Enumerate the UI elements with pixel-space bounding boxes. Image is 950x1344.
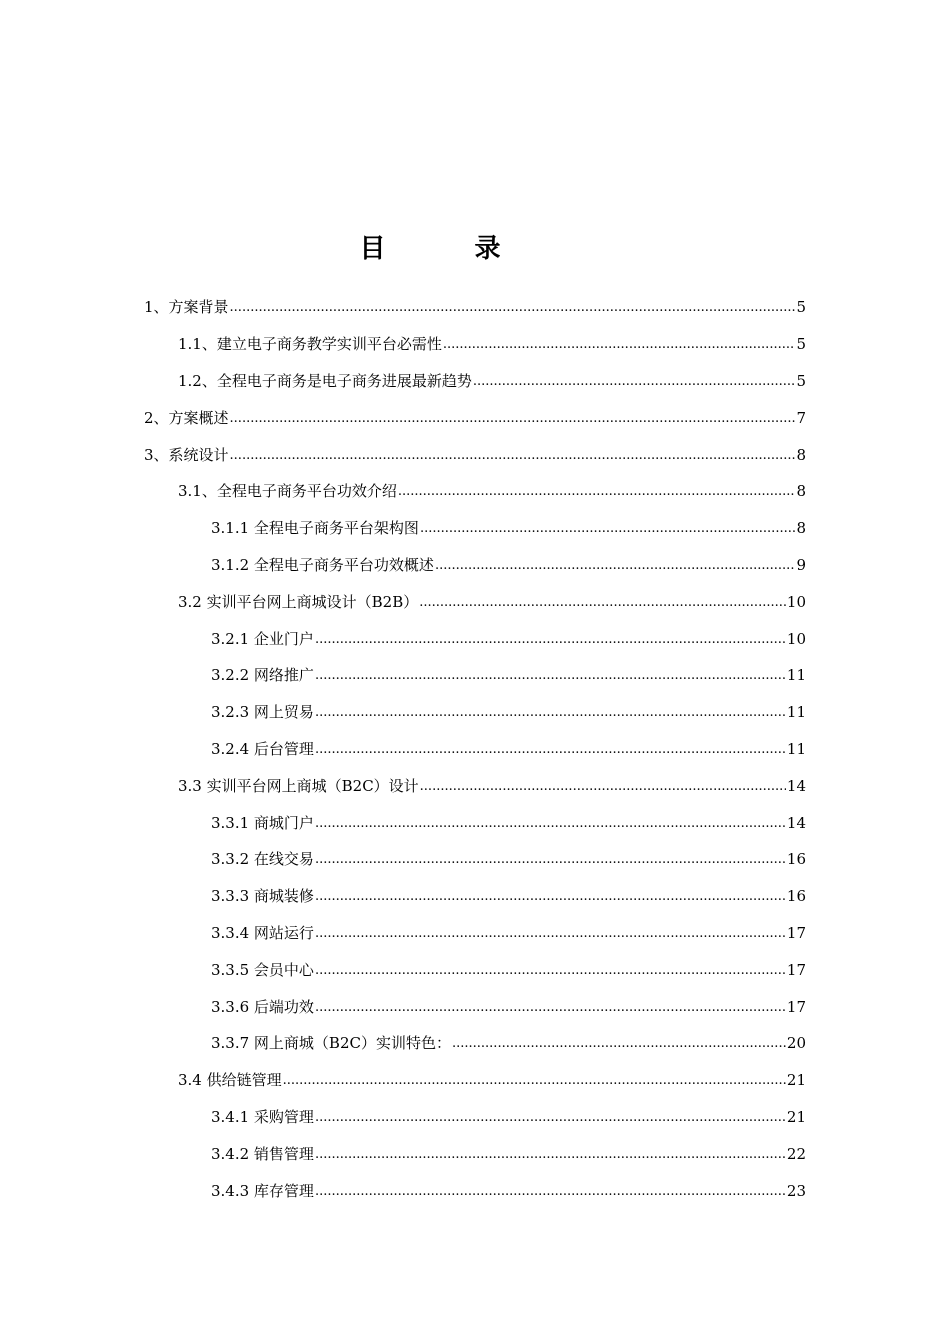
toc-entry[interactable] xyxy=(0,841,950,878)
toc-entry[interactable] xyxy=(0,547,950,584)
toc-entry-text: 3.2 实训平台网上商城设计（B2B） xyxy=(178,592,419,611)
toc-leader-dots xyxy=(452,1035,786,1053)
toc-entry-text: 1.2、全程电子商务是电子商务进展最新趋势 xyxy=(178,371,472,390)
toc-entry-page: 8 xyxy=(796,482,806,501)
toc-leader-dots xyxy=(315,704,786,722)
toc-entry[interactable] xyxy=(0,915,950,952)
toc-entry-page: 17 xyxy=(786,997,806,1016)
toc-entry[interactable] xyxy=(0,473,950,510)
toc-leader-dots xyxy=(230,447,796,465)
toc-entry[interactable] xyxy=(0,289,950,326)
toc-entry[interactable] xyxy=(0,694,950,731)
toc-entry-text: 3.4 供给链管理 xyxy=(178,1071,282,1090)
toc-entry[interactable] xyxy=(0,804,950,841)
toc-entry-text: 3.3.4 网站运行 xyxy=(211,923,314,942)
toc-entry-text: 1、方案背景 xyxy=(144,298,229,317)
toc-leader-dots xyxy=(315,925,786,943)
toc-leader-dots xyxy=(315,851,786,869)
toc-leader-dots xyxy=(315,962,786,980)
toc-entry[interactable] xyxy=(0,363,950,400)
toc-entry[interactable] xyxy=(0,988,950,1025)
toc-entry[interactable] xyxy=(0,1172,950,1209)
toc-entry-text: 3.2.3 网上贸易 xyxy=(211,703,314,722)
toc-entry-page: 11 xyxy=(786,666,806,685)
toc-entry-page: 8 xyxy=(796,445,806,464)
toc-entry-text: 1.1、建立电子商务教学实训平台必需性 xyxy=(178,335,442,354)
toc-leader-dots xyxy=(315,1146,786,1164)
toc-entry[interactable] xyxy=(0,436,950,473)
toc-entry[interactable] xyxy=(0,399,950,436)
toc-entry-page: 11 xyxy=(786,703,806,722)
toc-entry-page: 16 xyxy=(786,850,806,869)
toc-entry[interactable] xyxy=(0,731,950,768)
toc-leader-dots xyxy=(230,299,796,317)
toc-entry-text: 3.1.1 全程电子商务平台架构图 xyxy=(211,519,419,538)
toc-title: 目 录 xyxy=(359,234,541,264)
toc-list xyxy=(0,289,950,1209)
toc-entry-page: 10 xyxy=(786,592,806,611)
toc-entry-page: 21 xyxy=(786,1107,806,1126)
toc-entry-text: 3.1.2 全程电子商务平台功效概述 xyxy=(211,555,434,574)
toc-entry-page: 10 xyxy=(786,629,806,648)
toc-entry-page: 22 xyxy=(786,1144,806,1163)
toc-entry-text: 3.3.3 商城装修 xyxy=(211,887,314,906)
toc-entry-text: 3.4.2 销售管理 xyxy=(211,1144,314,1163)
toc-entry-text: 3.3 实训平台网上商城（B2C）设计 xyxy=(178,776,419,795)
toc-leader-dots xyxy=(420,520,796,538)
toc-entry-text: 3.3.5 会员中心 xyxy=(211,960,314,979)
toc-entry-text: 3.3.6 后端功效 xyxy=(211,997,314,1016)
toc-entry-text: 3.1、全程电子商务平台功效介绍 xyxy=(178,482,397,501)
toc-entry-text: 3.2.1 企业门户 xyxy=(211,629,314,648)
toc-entry[interactable] xyxy=(0,1025,950,1062)
toc-entry[interactable] xyxy=(0,1062,950,1099)
toc-entry-page: 23 xyxy=(786,1181,806,1200)
toc-entry[interactable] xyxy=(0,326,950,363)
toc-entry-page: 20 xyxy=(786,1034,806,1053)
toc-leader-dots xyxy=(473,373,796,391)
toc-entry[interactable] xyxy=(0,583,950,620)
toc-leader-dots xyxy=(315,667,786,685)
toc-entry-page: 11 xyxy=(786,739,806,758)
toc-entry[interactable] xyxy=(0,620,950,657)
toc-leader-dots xyxy=(435,557,796,575)
toc-entry-text: 3.4.3 库存管理 xyxy=(211,1181,314,1200)
toc-entry[interactable] xyxy=(0,767,950,804)
toc-leader-dots xyxy=(315,1183,786,1201)
toc-entry[interactable] xyxy=(0,951,950,988)
toc-leader-dots xyxy=(315,741,786,759)
toc-entry[interactable] xyxy=(0,1135,950,1172)
toc-entry-text: 3.3.7 网上商城（B2C）实训特色： xyxy=(211,1034,451,1053)
toc-entry-page: 5 xyxy=(796,371,806,390)
toc-entry[interactable] xyxy=(0,657,950,694)
toc-entry-text: 3.4.1 采购管理 xyxy=(211,1107,314,1126)
toc-leader-dots xyxy=(283,1072,786,1090)
toc-entry-page: 9 xyxy=(796,555,806,574)
toc-entry-text: 3、系统设计 xyxy=(144,445,229,464)
toc-entry-page: 21 xyxy=(786,1071,806,1090)
toc-entry-page: 14 xyxy=(786,776,806,795)
toc-entry-text: 3.2.4 后台管理 xyxy=(211,739,314,758)
toc-leader-dots xyxy=(230,410,796,428)
toc-entry-page: 5 xyxy=(796,298,806,317)
toc-entry[interactable] xyxy=(0,878,950,915)
toc-leader-dots xyxy=(315,1109,786,1127)
toc-leader-dots xyxy=(443,336,796,354)
toc-entry-page: 17 xyxy=(786,960,806,979)
toc-entry[interactable] xyxy=(0,510,950,547)
toc-leader-dots xyxy=(419,594,786,612)
toc-entry-page: 17 xyxy=(786,923,806,942)
toc-leader-dots xyxy=(315,999,786,1017)
toc-entry-page: 5 xyxy=(796,335,806,354)
toc-entry-text: 3.3.2 在线交易 xyxy=(211,850,314,869)
toc-entry-page: 8 xyxy=(796,519,806,538)
toc-leader-dots xyxy=(315,888,786,906)
toc-entry-page: 16 xyxy=(786,887,806,906)
toc-entry-text: 2、方案概述 xyxy=(144,408,229,427)
toc-leader-dots xyxy=(420,778,786,796)
toc-leader-dots xyxy=(315,631,786,649)
toc-entry-text: 3.2.2 网络推广 xyxy=(211,666,314,685)
toc-entry[interactable] xyxy=(0,1099,950,1136)
toc-entry-page: 7 xyxy=(796,408,806,427)
toc-entry-text: 3.3.1 商城门户 xyxy=(211,813,314,832)
toc-entry-page: 14 xyxy=(786,813,806,832)
toc-leader-dots xyxy=(315,815,786,833)
toc-leader-dots xyxy=(398,483,796,501)
